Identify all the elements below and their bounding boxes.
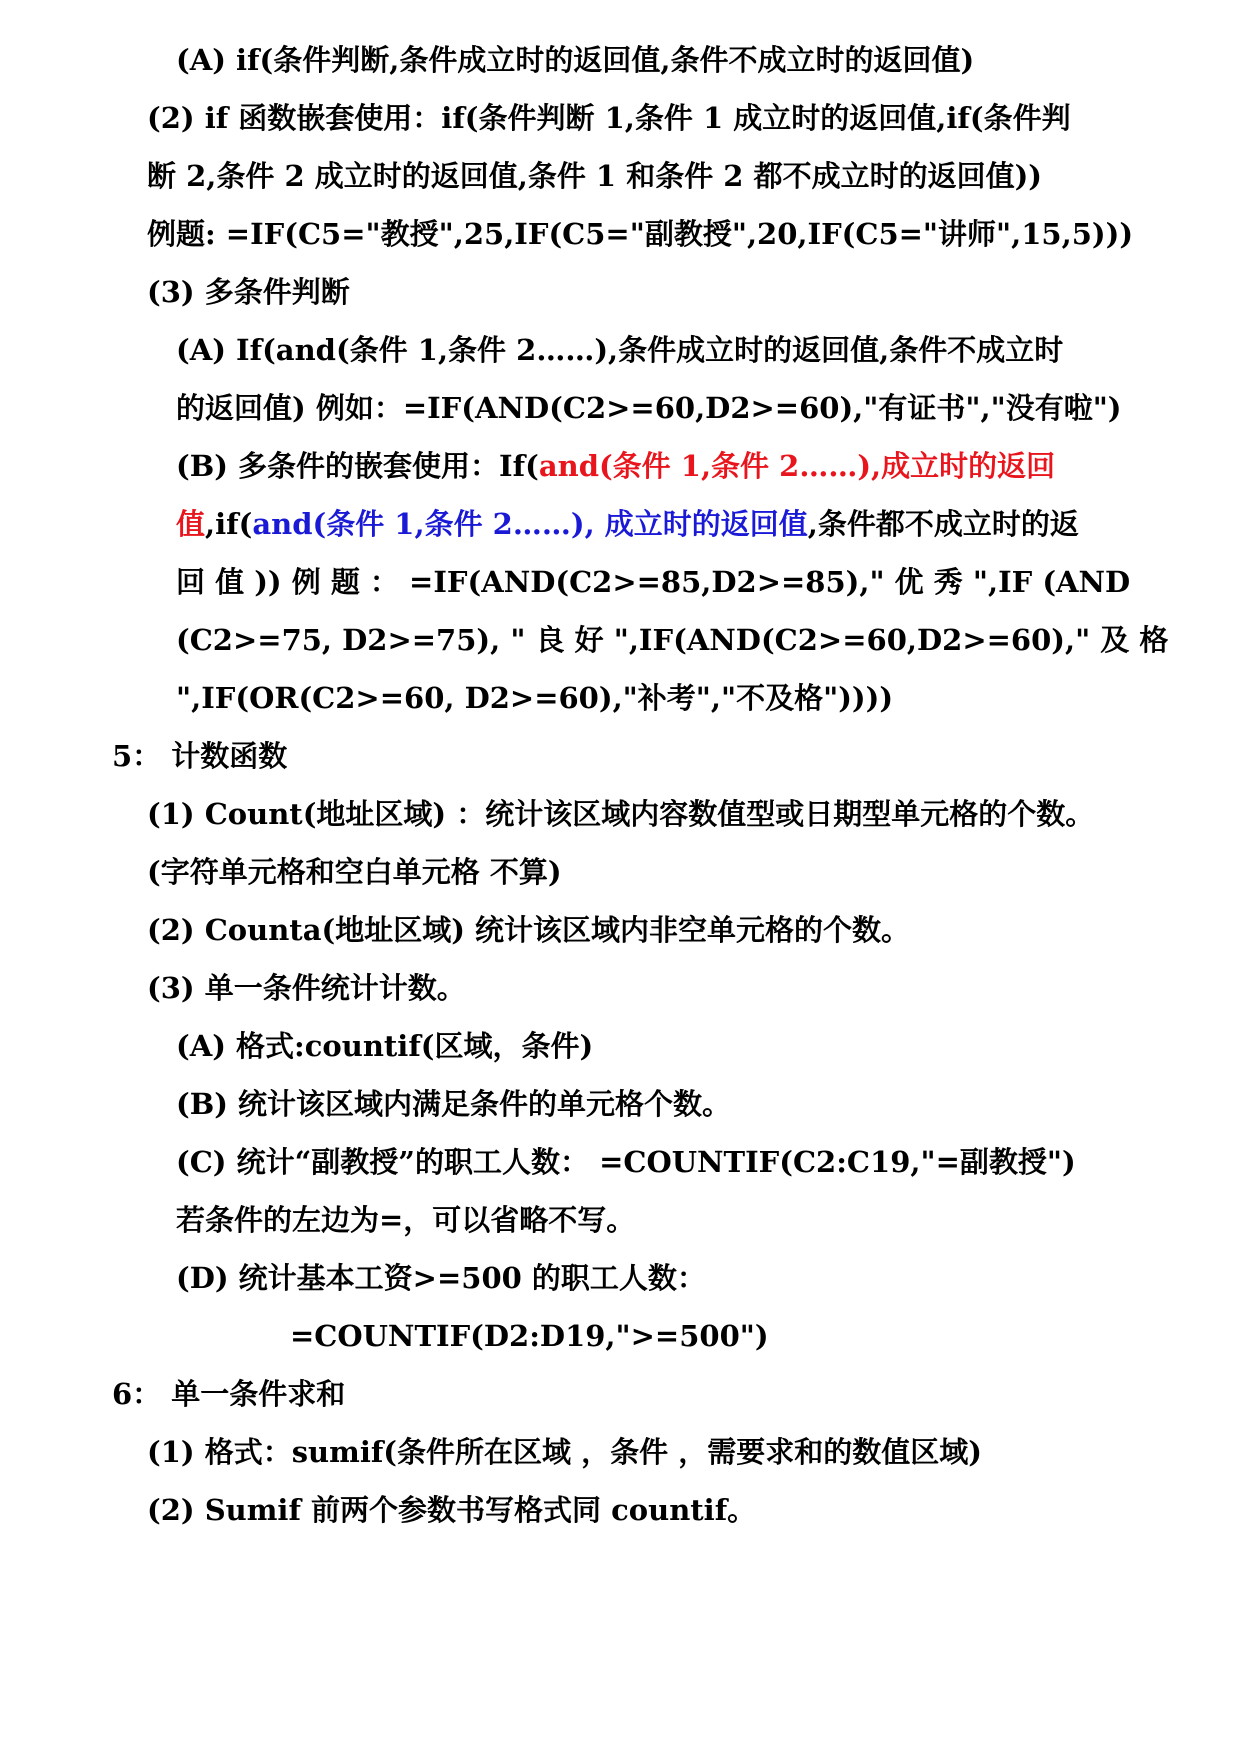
- text-line-if-and-example: 的返回值) 例如：=IF(AND(C2>=60,D2>=60),"有证书","没有啦"): [176, 391, 1122, 425]
- text-line-count-note: (字符单元格和空白单元格 不算): [147, 855, 562, 889]
- text-line-if-syntax: (A) if(条件判断,条件成立时的返回值,条件不成立时的返回值): [176, 43, 975, 77]
- text-line-countif-desc: (B) 统计该区域内满足条件的单元格个数。: [176, 1087, 732, 1121]
- text-line-countif-note: 若条件的左边为=，可以省略不写。: [176, 1203, 636, 1237]
- text-line-nested-multi-cont: [176, 504, 1079, 544]
- text-segment: (B) 多条件的嵌套使用：If(: [176, 449, 539, 483]
- text-line-example-if: 例题: =IF(C5="教授",25,IF(C5="副教授",20,IF(C5="讲师",15,5))): [147, 217, 1134, 251]
- text-line-countif-heading: (3) 单一条件统计计数。: [147, 971, 466, 1005]
- text-line-example-grade-end: ",IF(OR(C2>=60, D2>=60),"补考","不及格")))): [176, 681, 894, 715]
- text-line-sumif-note: (2) Sumif 前两个参数书写格式同 countif。: [147, 1493, 757, 1527]
- text-line-nested-if: (2) if 函数嵌套使用：if(条件判断 1,条件 1 成立时的返回值,if(条件判: [147, 101, 1071, 135]
- text-line-sumif-format: (1) 格式：sumif(条件所在区域 ，条件 ，需要求和的数值区域): [147, 1435, 982, 1469]
- text-line-nested-if-cont: 断 2,条件 2 成立时的返回值,条件 1 和条件 2 都不成立时的返回值)): [147, 159, 1043, 193]
- text-line-counta: (2) Counta(地址区域) 统计该区域内非空单元格的个数。: [147, 913, 911, 947]
- text-line-countif-format: (A) 格式:countif(区域，条件): [176, 1029, 594, 1063]
- text-line-example-grade: 回 值 )) 例 题 ： =IF(AND(C2>=85,D2>=85)," 优 秀 ",IF (AND: [176, 565, 1131, 599]
- text-line-countif-example: (C) 统计“副教授”的职工人数： =COUNTIF(C2:C19,"=副教授"): [176, 1145, 1076, 1179]
- text-segment-blue: and(条件 1,条件 2……), 成立时的返回值: [252, 507, 808, 541]
- text-line-example-grade-cont: (C2>=75, D2>=75), " 良 好 ",IF(AND(C2>=60,D2>=60)," 及 格: [176, 623, 1169, 657]
- text-segment-red: and(条件 1,条件 2……),成立时的返回: [538, 449, 1056, 483]
- text-line-countif-formula: =COUNTIF(D2:D19,">=500"): [290, 1319, 769, 1353]
- text-line-nested-multi: [176, 446, 1055, 486]
- text-segment: ,if(: [205, 507, 253, 541]
- text-segment: ,条件都不成立时的返: [807, 507, 1079, 541]
- text-line-countif-example2: (D) 统计基本工资>=500 的职工人数：: [176, 1261, 706, 1295]
- text-segment-red: 值: [176, 507, 206, 541]
- text-line-count: (1) Count(地址区域) ：统计该区域内容数值型或日期型单元格的个数。: [147, 797, 1095, 831]
- text-line-if-and: (A) If(and(条件 1,条件 2……),条件成立时的返回值,条件不成立时: [176, 333, 1064, 367]
- section-heading-sumif: 6： 单一条件求和: [112, 1377, 346, 1411]
- text-line-multi-condition-heading: (3) 多条件判断: [147, 275, 350, 309]
- section-heading-count: 5： 计数函数: [112, 739, 288, 773]
